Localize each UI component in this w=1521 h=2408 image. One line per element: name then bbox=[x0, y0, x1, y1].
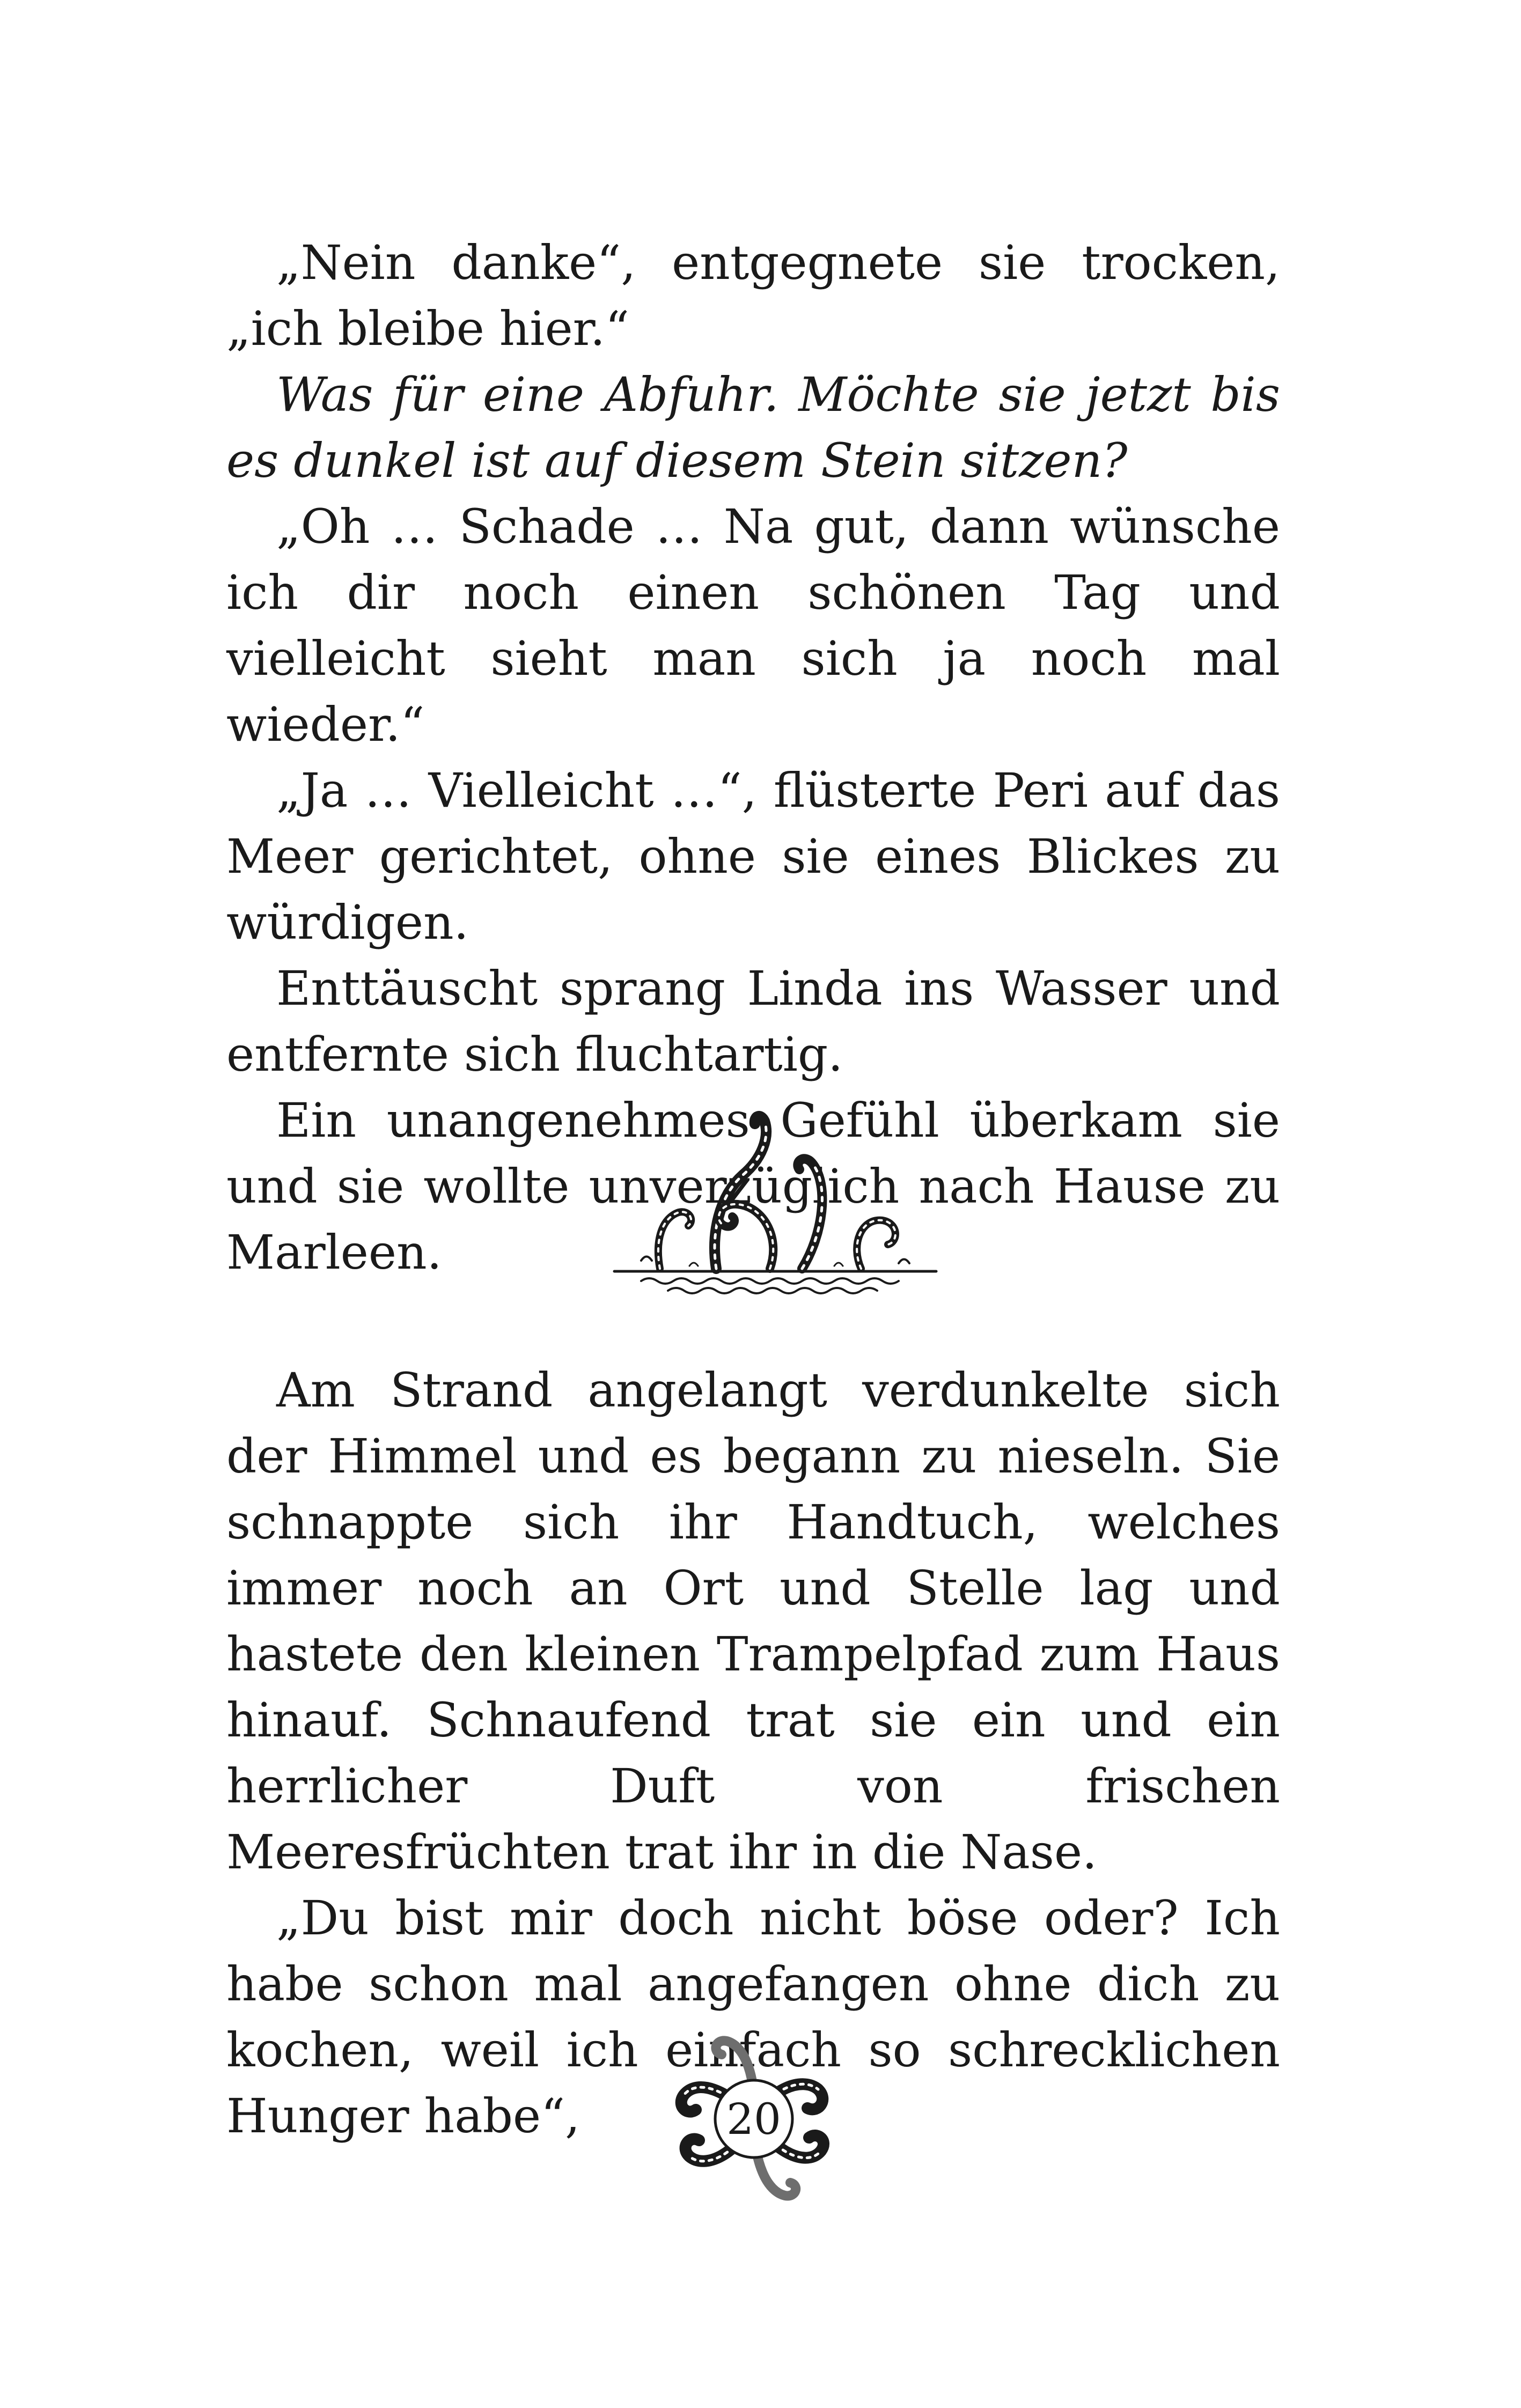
tentacles-in-waves-icon bbox=[609, 1110, 942, 1304]
paragraph: Ein unangenehmes Gefühl überkam sie und sie wollte unverzüglich nach Hause zu Marleen. bbox=[226, 1093, 1280, 1280]
paragraph: Am Strand angelangt verdunkelte sich der Himmel und es begann zu nieseln. Sie schnappte sich ihr Handtuch, welches immer noch an Ort und Stelle lag und hastete den kleinen Trampelpfad zum Haus hinauf. Schnaufend trat sie ein und ein herrlicher Duft von frischen Meeresfrüchten trat ihr in die Nase. bbox=[226, 1363, 1280, 1880]
paragraph: „Oh … Schade … Na gut, dann wünsche ich dir noch einen schönen Tag und vielleicht sieht man sich ja noch mal wieder.“ bbox=[226, 499, 1280, 752]
paragraph: Enttäuscht sprang Linda ins Wasser und entfernte sich fluchtartig. bbox=[226, 961, 1280, 1082]
page-number: 20 bbox=[726, 2094, 781, 2144]
paragraph: „Ja … Vielleicht …“, flüsterte Peri auf das Meer gerichtet, ohne sie eines Blickes zu würdigen. bbox=[226, 763, 1280, 950]
paragraph: „Nein danke“, entgegnete sie trocken, „ich bleibe hier.“ bbox=[226, 235, 1280, 356]
paragraph-italic-thought: Was für eine Abfuhr. Möchte sie jetzt bis es dunkel ist auf diesem Stein sitzen? bbox=[226, 367, 1280, 488]
paragraph: „Du bist mir doch nicht böse oder? Ich habe schon mal angefangen ohne dich zu kochen, weil ich einfach so schrecklichen Hunger habe“, bbox=[226, 1890, 1280, 2144]
page-number-badge bbox=[646, 2025, 861, 2213]
